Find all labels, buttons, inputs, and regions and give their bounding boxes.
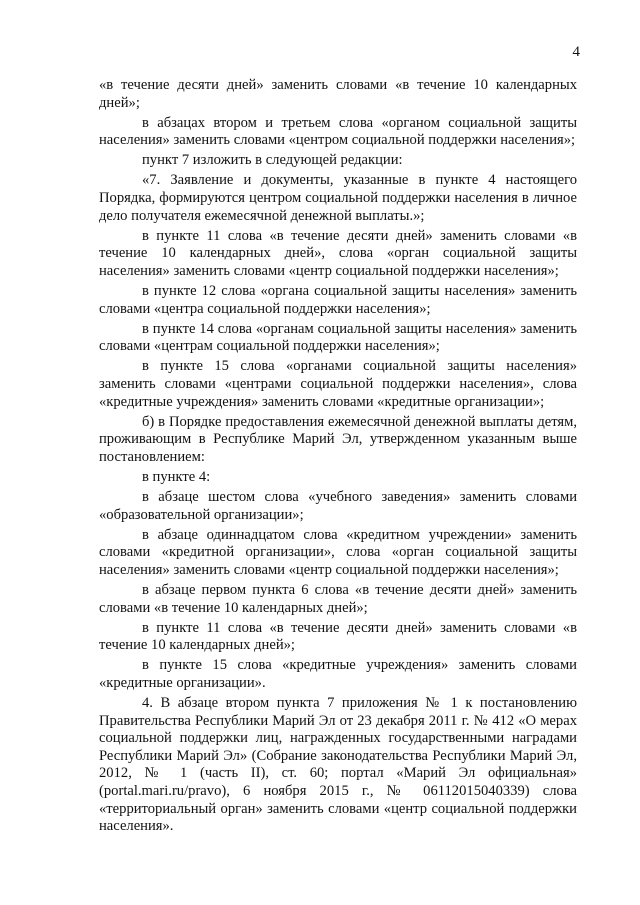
paragraph-12: в абзаце одиннадцатом слова «кредитном учреждении» заменить словами «кредитной организации», слова «орган социальной защиты населения» заменить словами «центр социальной поддержки населения»; [99,526,577,578]
paragraph-11: в абзаце шестом слова «учебного заведения» заменить словами «образовательной организации»; [99,489,577,523]
paragraph-2: в абзацах втором и третьем слова «органом социальной защиты населения» заменить словами «центром социальной поддержки населения»; [99,114,577,149]
paragraph-3: пункт 7 изложить в следующей редакции: [142,152,403,169]
paragraph-1: «в течение десяти дней» заменить словами «в течение 10 календарных дней»; [99,77,577,111]
paragraph-15: в пункте 15 слова «кредитные учреждения» заменить словами «кредитные организации». [99,657,577,691]
paragraph-14: в пункте 11 слова «в течение десяти дней» заменить словами «в течение 10 календарных дней»; [99,619,577,654]
paragraph-7: в пункте 14 слова «органам социальной защиты населения» заменить словами «центрам социальной поддержки населения»; [99,320,577,355]
paragraph-6: в пункте 12 слова «органа социальной защиты населения» заменить словами «центра социальной поддержки населения»; [99,283,577,317]
paragraph-5: в пункте 11 слова «в течение десяти дней» заменить словами «в течение 10 календарных дней», слова «орган социальной защиты населения» заменить словами «центр социальной поддержки населения»; [99,227,577,279]
paragraph-13: в абзаце первом пункта 6 слова «в течение десяти дней» заменить словами «в течение 10 календарных дней»; [99,582,577,616]
paragraph-8: в пункте 15 слова «органами социальной защиты населения» заменить словами «центрами социальной поддержки населения», слова «кредитные учреждения» заменить словами «кредитные организации»; [99,358,577,410]
page-number: 4 [572,44,580,60]
paragraph-4: «7. Заявление и документы, указанные в пункте 4 настоящего Порядка, формируются центром социальной поддержки населения в личное дело получателя ежемесячной денежной выплаты.»; [99,172,577,224]
document-body [99,77,577,838]
paragraph-9: б) в Порядке предоставления ежемесячной денежной выплаты детям, проживающим в Республике Марий Эл, утвержденном указанным выше постановлением: [99,413,577,465]
paragraph-16: 4. В абзаце втором пункта 7 приложения № 1 к постановлению Правительства Республики Марий Эл от 23 декабря 2011 г. № 412 «О мерах социальной поддержки лиц, награжденных государственными наградами Республики Марий Эл» (Собрание законодательства Республики Марий Эл, 2012, № 1 (часть II), ст. 60; портал «Марий Эл официальная» (portal.mari.ru/pravo), 6 ноября 2015 г., № 06112015040339) слова «территориальный орган» заменить словами «центр социальной поддержки населения». [99,695,577,835]
paragraph-10: в пункте 4: [142,468,211,485]
